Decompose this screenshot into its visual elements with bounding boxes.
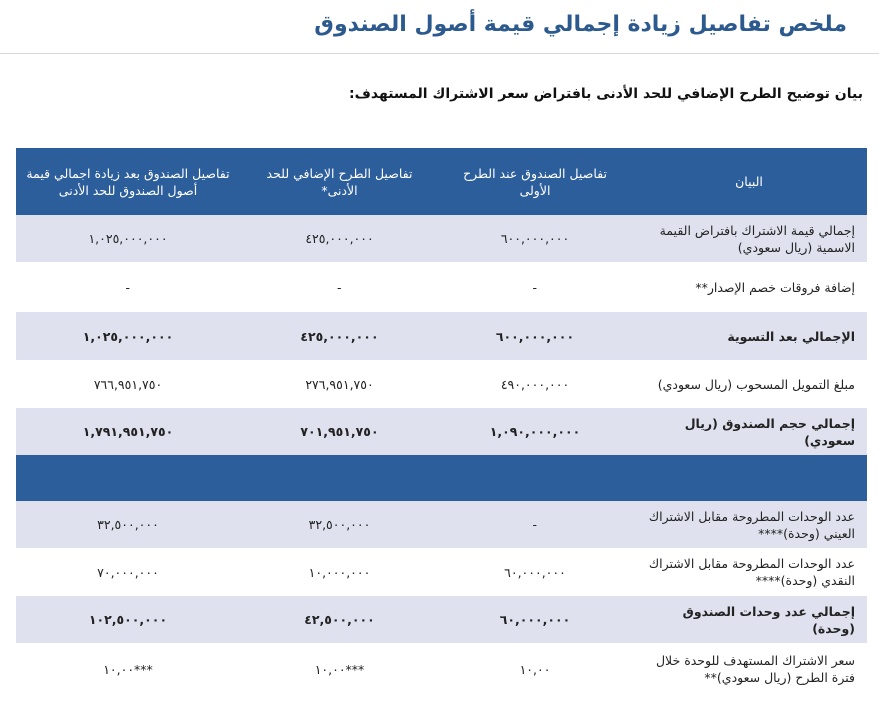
header-additional-offering: تفاصيل الطرح الإضافي للحد الأدنى* [240,148,439,215]
row-label: الإجمالي بعد التسوية [631,312,867,360]
cell-after: ١,٠٢٥,٠٠٠,٠٠٠ [16,215,240,262]
row-label: إجمالي حجم الصندوق (ريال سعودي) [631,408,867,455]
fund-details-table [16,148,867,695]
cell-initial: - [439,501,631,548]
table-row [16,548,867,596]
cell-after: ٧٠,٠٠٠,٠٠٠ [16,548,240,596]
cell-extra: ٢٧٦,٩٥١,٧٥٠ [240,360,439,408]
cell-after: ١,٠٢٥,٠٠٠,٠٠٠ [16,312,240,360]
section-band-fill [16,455,867,501]
row-label: إضافة فروقات خصم الإصدار** [631,262,867,312]
cell-after: ١٠٢,٥٠٠,٠٠٠ [16,596,240,643]
header-label: البيان [631,148,867,215]
page-title: ملخص تفاصيل زيادة إجمالي قيمة أصول الصندوق [314,12,847,37]
table-caption: بيان توضيح الطرح الإضافي للحد الأدنى بافتراض سعر الاشتراك المستهدف: [349,86,863,102]
row-label: إجمالي قيمة الاشتراك بافتراض القيمة الاسمية (ريال سعودي) [631,215,867,262]
cell-initial: ٦٠٠,٠٠٠,٠٠٠ [439,312,631,360]
cell-extra: ٧٠١,٩٥١,٧٥٠ [240,408,439,455]
cell-extra: ١٠,٠٠*** [240,643,439,695]
table-row [16,312,867,360]
cell-initial: ٦٠٠,٠٠٠,٠٠٠ [439,215,631,262]
cell-after: ١,٧٩١,٩٥١,٧٥٠ [16,408,240,455]
cell-extra: ١٠,٠٠٠,٠٠٠ [240,548,439,596]
cell-initial: ١٠,٠٠ [439,643,631,695]
table-row [16,596,867,643]
cell-initial: ٦٠,٠٠٠,٠٠٠ [439,596,631,643]
cell-extra: ٤٢,٥٠٠,٠٠٠ [240,596,439,643]
table-row [16,262,867,312]
row-label: مبلغ التمويل المسحوب (ريال سعودي) [631,360,867,408]
cell-after: ١٠,٠٠*** [16,643,240,695]
cell-after: ٧٦٦,٩٥١,٧٥٠ [16,360,240,408]
cell-extra: ٣٢,٥٠٠,٠٠٠ [240,501,439,548]
table-row [16,360,867,408]
table-row [16,643,867,695]
table-row [16,501,867,548]
cell-after: - [16,262,240,312]
cell-initial: - [439,262,631,312]
row-label: إجمالي عدد وحدات الصندوق (وحدة) [631,596,867,643]
cell-after: ٣٢,٥٠٠,٠٠٠ [16,501,240,548]
cell-initial: ١,٠٩٠,٠٠٠,٠٠٠ [439,408,631,455]
row-label: عدد الوحدات المطروحة مقابل الاشتراك النقدي (وحدة)**** [631,548,867,596]
cell-extra: ٤٢٥,٠٠٠,٠٠٠ [240,215,439,262]
cell-extra: ٤٢٥,٠٠٠,٠٠٠ [240,312,439,360]
header-initial-offering: تفاصيل الصندوق عند الطرح الأولى [439,148,631,215]
title-divider [0,53,879,54]
cell-initial: ٦٠,٠٠٠,٠٠٠ [439,548,631,596]
section-band [16,455,867,501]
row-label: عدد الوحدات المطروحة مقابل الاشتراك العيني (وحدة)**** [631,501,867,548]
table-row [16,215,867,262]
row-label: سعر الاشتراك المستهدف للوحدة خلال فترة الطرح (ريال سعودي)** [631,643,867,695]
cell-extra: - [240,262,439,312]
cell-initial: ٤٩٠,٠٠٠,٠٠٠ [439,360,631,408]
table-header-row [16,148,867,215]
table-row [16,408,867,455]
header-after-increase: تفاصيل الصندوق بعد زيادة اجمالي قيمة أصول الصندوق للحد الأدنى [16,148,240,215]
